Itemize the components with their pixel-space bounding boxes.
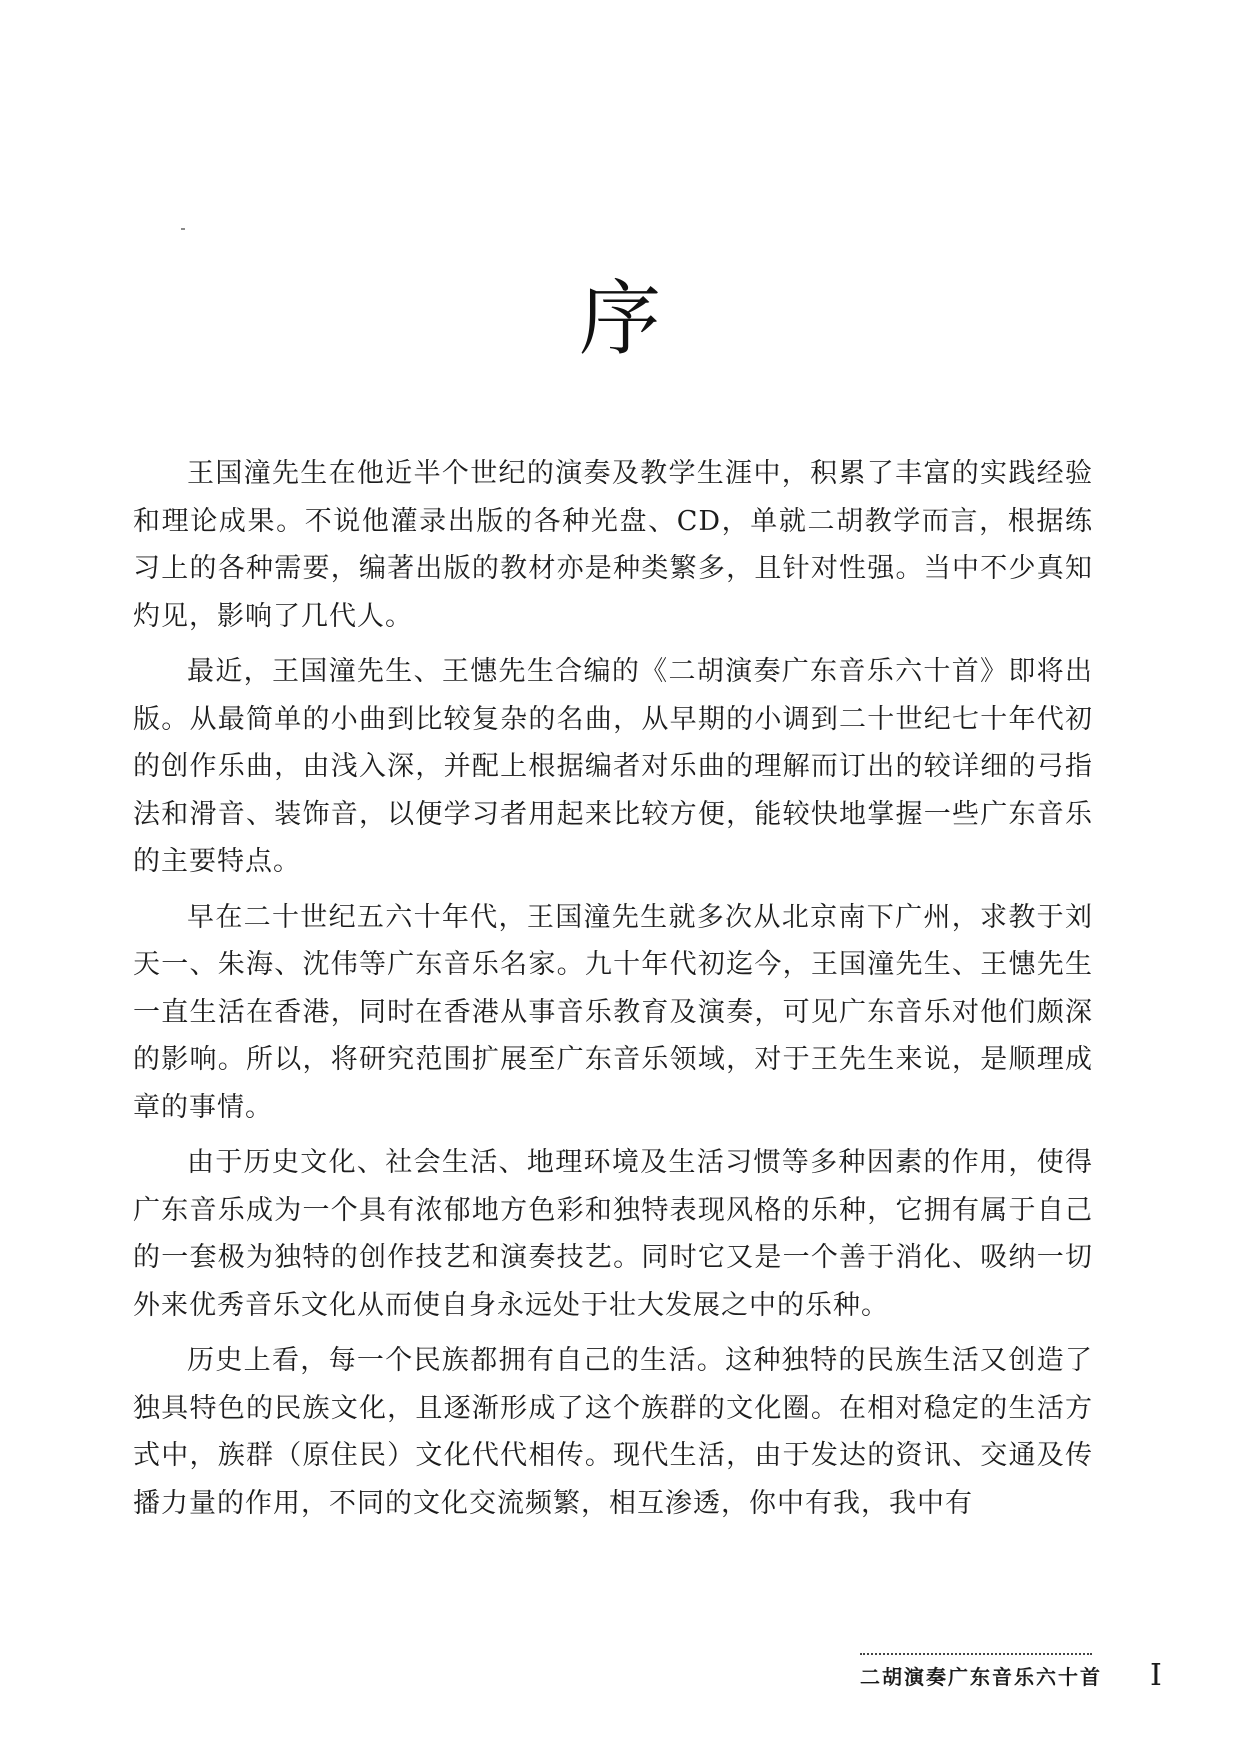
paragraph-4: 由于历史文化、社会生活、地理环境及生活习惯等多种因素的作用，使得广东音乐成为一个具有浓郁地方色彩和独特表现风格的乐种，它拥有属于自己的一套极为独特的创作技艺和演奏技艺。同时它又是一个善于消化、吸纳一切外来优秀音乐文化从而使自身永远处于壮大发展之中的乐种。 <box>133 1147 1093 1321</box>
page-number: I <box>1150 1658 1162 1693</box>
scan-speck <box>181 228 185 230</box>
paragraph-5: 历史上看，每一个民族都拥有自己的生活。这种独特的民族生活又创造了独具特色的民族文化，且逐渐形成了这个族群的文化圈。在相对稳定的生活方式中，族群（原住民）文化代代相传。现代生活，由于发达的资讯、交通及传播力量的作用，不同的文化交流频繁，相互渗透，你中有我，我中有 <box>133 1345 1093 1519</box>
footer-divider <box>860 1653 1092 1655</box>
running-footer-title: 二胡演奏广东音乐六十首 <box>860 1665 1102 1689</box>
paragraph-3: 早在二十世纪五六十年代，王国潼先生就多次从北京南下广州，求教于刘天一、朱海、沈伟等广东音乐名家。九十年代初迄今，王国潼先生、王憓先生一直生活在香港，同时在香港从事音乐教育及演奏，可见广东音乐对他们颇深的影响。所以，将研究范围扩展至广东音乐领域，对于王先生来说，是顺理成章的事情。 <box>133 901 1093 1123</box>
paragraph-1: 王国潼先生在他近半个世纪的演奏及教学生涯中，积累了丰富的实践经验和理论成果。不说他灌录出版的各种光盘、CD，单就二胡教学而言，根据练习上的各种需要，编著出版的教材亦是种类繁多，且针对性强。当中不少真知灼见，影响了几代人。 <box>133 458 1093 632</box>
paragraph-2: 最近，王国潼先生、王憓先生合编的《二胡演奏广东音乐六十首》即将出版。从最简单的小曲到比较复杂的名曲，从早期的小调到二十世纪七十年代初的创作乐曲，由浅入深，并配上根据编者对乐曲的理解而订出的较详细的弓指法和滑音、装饰音，以便学习者用起来比较方便，能较快地掌握一些广东音乐的主要特点。 <box>133 656 1093 877</box>
preface-body <box>133 450 1093 1535</box>
page-title: 序 <box>578 272 661 367</box>
